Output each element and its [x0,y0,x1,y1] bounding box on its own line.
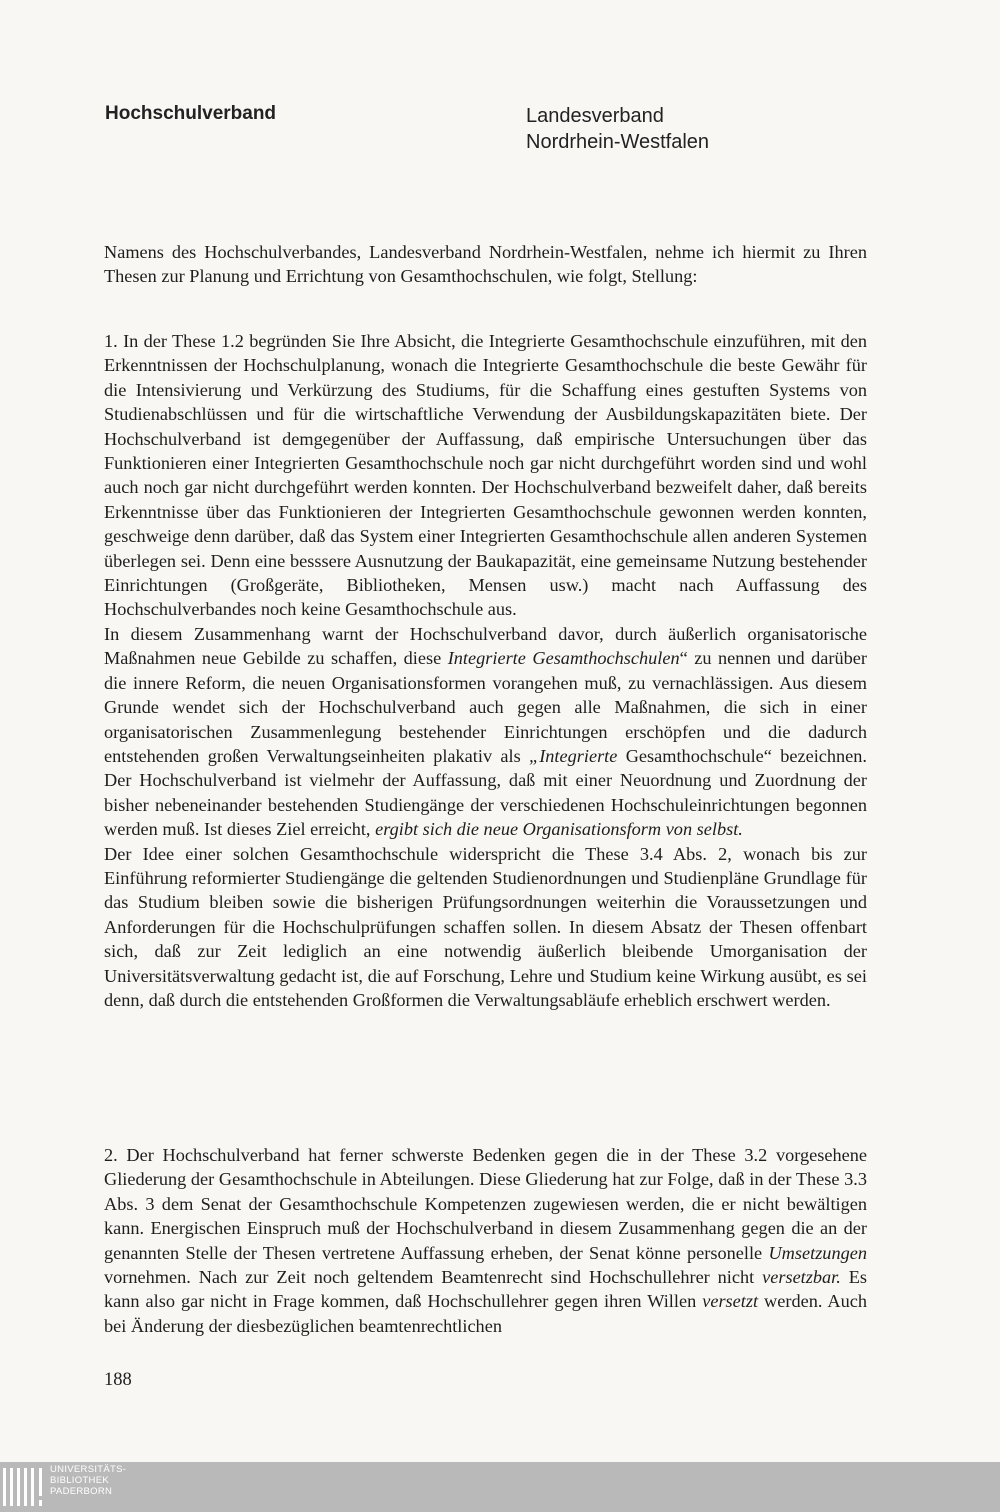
section-1-paragraph-3: Der Idee einer solchen Gesamthochschule widerspricht die These 3.4 Abs. 2, wonach bis zur Einführung reformierter Studiengänge die geltenden Studienordnungen und Studienpläne Grundlage für das Studium bleiben sowie die bisherigen Prüfungsordnungen weiterhin die Voraussetzungen und Anforderungen für die Hochschulprüfungen schaffen sollen. In diesem Absatz der Thesen offenbart sich, daß zur Zeit lediglich an eine notwendig äußerlich bleibende Umorganisation der Universitätsverwaltung gedacht ist, die auf Forschung, Lehre und Studium keine Wirkung ausübt, es sei denn, daß durch die entstehenden Großformen die Verwaltungsabläufe erheblich erschwert werden. [104,843,867,1010]
region-line-1: Landesverband [526,105,664,127]
text-run: Gesamthochschule“ bezeichnen. Der Hochschulverband ist vielmehr der Auffassung, daß mit einer Neuordnung und Zuordnung der bisher nebeneinander bestehenden Studiengänge der verschiedenen Hochschuleinrichtungen begonnen werden muß. Ist dieses Ziel erreicht, [104,745,867,840]
text-run: In diesem Zusammenhang warnt der Hochschulverband davor, durch äußerlich organisatorische Maßnahmen neue Gebilde zu schaffen, diese [104,623,867,669]
italic-text-run: versetzt [702,1291,759,1312]
logo-bar [31,1468,34,1506]
section-1-paragraph-2 [104,622,867,842]
logo-text-line-1: UNIVERSITÄTS- [50,1464,127,1475]
italic-text-run: Umsetzungen [768,1242,867,1263]
text-run: werden. Auch bei Änderung der diesbezüglichen beamtenrechtlichen [104,1291,867,1336]
section-1 [104,329,867,1012]
library-logo-text [50,1464,126,1497]
intro-text: Namens des Hochschulverbandes, Landesverband Nordrhein-Westfalen, nehme ich hiermit zu Ihren Thesen zur Planung und Errichtung von Gesamthochschulen, wie folgt, Stellung: [104,242,867,287]
italic-text-run: ergibt sich die neue Organisationsform von selbst. [375,819,743,840]
text-run: “ zu nennen und darüber die innere Reform, die neuen Organisationsformen vorangehen muß, zu vernachlässigen. Aus diesem Grunde wendet sich der Hochschulverband auch gegen alle Maßnahmen, die sich in einer organisatorischen Zusammenlegung bestehender Einrichtungen erschöpfen und die dadurch entstehenden großen Verwaltungseinheiten plakativ als [104,648,867,766]
logo-text-line-2: BIBLIOTHEK [50,1475,109,1486]
italic-text-run: „Integrierte [529,745,618,766]
section-1-paragraph-1: 1. In der These 1.2 begründen Sie Ihre Absicht, die Integrierte Gesamthochschule einzuführen, mit den Erkenntnissen der Hochschulplanung, wonach die Integrierte Gesamthochschule die beste Gewähr für die Intensivierung und Verkürzung des Studiums, für die Schaffung eines gestuften Systems von Studienabschlüssen und für die wirtschaftliche Verwendung der Ausbildungskapazitäten biete. Der Hochschulverband ist demgegenüber der Auffassung, daß empirische Untersuchungen über das Funktionieren einer Integrierten Gesamthochschule noch gar nicht durchgeführt worden sind und wohl auch noch gar nicht durchgeführt werden konnten. Der Hochschulverband bezweifelt daher, daß bereits Erkenntnisse über das Funktionieren der Integrierten Gesamthochschule gewonnen werden konnten, geschweige denn darüber, daß das System einer Integrierten Gesamthochschule allen anderen Systemen überlegen sei. Denn eine besssere Ausnutzung der Baukapazität, eine gemeinsame Nutzung bestehender Einrichtungen (Großgeräte, Bibliotheken, Mensen usw.) macht nach Auffassung des Hochschulverbandes noch keine Gesamthochschule aus. [104,331,867,620]
text-run: Es kann also gar nicht in Frage kommen, daß Hochschullehrer gegen ihren Willen [104,1267,867,1312]
logo-text-line-3: PADERBORN [50,1486,113,1497]
text-run: 2. Der Hochschulverband hat ferner schwerste Bedenken gegen die in der These 3.2 vorgesehene Gliederung der Gesamthochschule in Abteilungen. Diese Gliederung hat zur Folge, daß in der These 3.3 Abs. 3 dem Senat der Gesamthochschule Kompetenzen zugewiesen werden, die er nicht bewältigen kann. Energischen Einspruch muß der Hochschulverband in diesem Zusammenhang gegen die an der genannten Stelle der Thesen vertretene Auffassung erheben, der Senat könne personelle [104,1145,867,1263]
section-2-paragraph-1 [104,1143,867,1338]
logo-bar [39,1468,42,1496]
logo-dot [39,1500,42,1506]
logo-bar [3,1468,6,1506]
region-line-2: Nordrhein-Westfalen [526,131,710,153]
library-logo-icon [3,1466,45,1508]
logo-bar [17,1468,20,1506]
text-run: vornehmen. Nach zur Zeit noch geltendem Beamtenrecht sind Hochschullehrer nicht [104,1267,763,1288]
logo-bar [10,1468,13,1506]
intro-paragraph [104,240,867,289]
page-number: 188 [104,1370,132,1390]
section-2 [104,1143,867,1338]
italic-text-run: Integrierte Gesamthochschulen [447,648,680,669]
library-footer-bar [0,1462,1000,1512]
organization-heading: Hochschulverband [105,103,277,124]
italic-text-run: versetzbar. [762,1267,841,1288]
region-heading [526,103,709,155]
logo-bar [24,1468,27,1506]
